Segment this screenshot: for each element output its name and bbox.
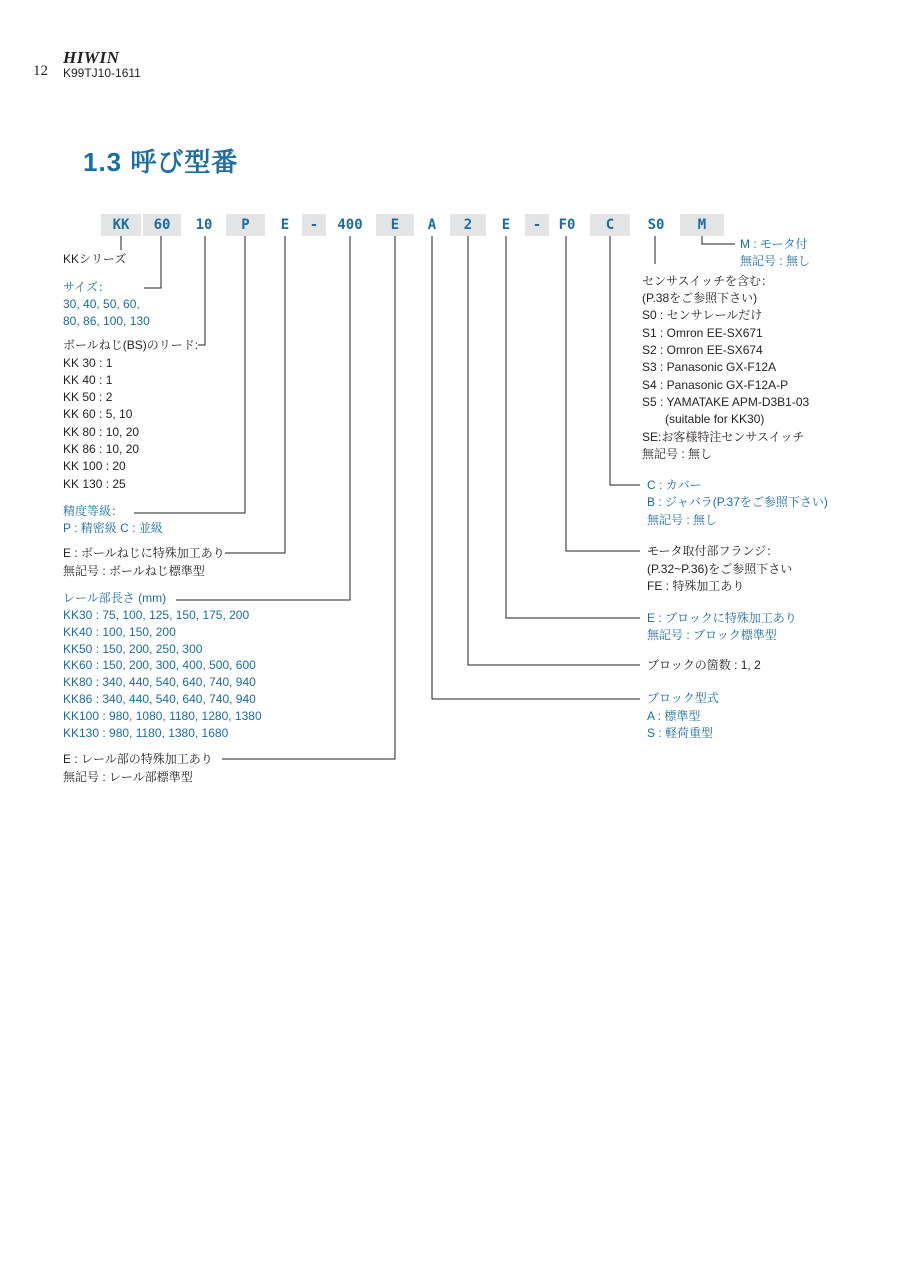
sensor-heading: センサスイッチを含む： [642,274,774,288]
sensor-item: SE:お客様特注センサスイッチ [642,430,805,444]
sensor-item: S0 : センサレールだけ [642,308,763,322]
code-bs-process: E [280,217,290,233]
sensor-item: S3 : Panasonic GX-F12A [642,360,777,374]
block-count-item: ブロックの箇数 : 1, 2 [647,658,761,672]
rail-length-item: KK130 : 980, 1180, 1380, 1680 [63,726,229,740]
code-motor: M [680,214,724,236]
lead-item: KK 130 : 25 [63,477,126,491]
cover-item: C : カバー [647,478,702,492]
code-flange: F0 [558,217,576,233]
rail-length-item: KK40 : 100, 150, 200 [63,625,176,639]
size-values: 80, 86, 100, 130 [63,314,150,328]
rail-length-item: KK30 : 75, 100, 125, 150, 175, 200 [63,608,250,622]
precision-heading: 精度等級： [63,504,124,518]
series-label: KKシリーズ [63,252,127,266]
flange-note: (P.32~P.36)をご参照下さい [647,562,793,576]
block-process-item: E : ブロックに特殊加工あり [647,611,797,625]
precision-values: P : 精密級 C : 並級 [63,521,163,535]
size-heading: サイズ： [63,280,111,294]
code-rail-length: 400 [337,217,363,233]
flange-item: FE : 特殊加工あり [647,579,745,593]
sensor-item: S5 : YAMATAKE APM-D3B1-03 [642,395,810,409]
code-dash-2: - [525,214,549,236]
cover-item: 無記号 : 無し [647,513,718,527]
code-sensor: S0 [647,217,665,233]
rail-length-item: KK50 : 150, 200, 250, 300 [63,642,203,656]
sensor-item: 無記号 : 無し [642,447,713,461]
block-type-item: A : 標準型 [647,709,701,723]
rail-length-heading: レール部長さ (mm) [63,591,167,605]
motor-item: 無記号 : 無し [740,254,811,268]
code-lead: 10 [195,217,213,233]
rail-process-item: 無記号 : レール部標準型 [63,770,193,784]
sensor-item: S2 : Omron EE-SX674 [642,343,763,357]
section-title: 1.3 呼び型番 [83,147,239,177]
lead-item: KK 80 : 10, 20 [63,425,140,439]
block-type-heading: ブロック型式 [647,691,719,705]
cover-item: B : ジャバラ(P.37をご参照下さい) [647,495,828,509]
code-size: 60 [143,214,181,236]
sensor-item: S1 : Omron EE-SX671 [642,326,763,340]
rail-length-item: KK80 : 340, 440, 540, 640, 740, 940 [63,675,256,689]
rail-length-item: KK60 : 150, 200, 300, 400, 500, 600 [63,658,256,672]
sensor-item: S4 : Panasonic GX-F12A-P [642,378,789,392]
lead-item: KK 30 : 1 [63,356,113,370]
block-process-item: 無記号 : ブロック標準型 [647,628,777,642]
motor-item: M : モータ付 [740,237,808,251]
bs-process-item: E : ボールねじに特殊加工あり [63,546,225,560]
size-values: 30, 40, 50, 60, [63,297,140,311]
code-precision: P [226,214,265,236]
brand-logo: HIWIN [63,48,120,67]
lead-heading: ボールねじ(BS)のリード: [63,338,199,352]
rail-length-item: KK86 : 340, 440, 540, 640, 740, 940 [63,692,256,706]
code-block-type: A [427,217,437,233]
code-dash-1: - [302,214,326,236]
sensor-item-note: (suitable for KK30) [665,412,765,426]
lead-item: KK 50 : 2 [63,390,113,404]
rail-length-item: KK100 : 980, 1080, 1180, 1280, 1380 [63,709,262,723]
block-type-item: S : 軽荷重型 [647,726,714,740]
lead-item: KK 100 : 20 [63,459,126,473]
flange-heading: モータ取付部フランジ： [647,544,779,558]
page-number: 12 [33,63,48,79]
lead-item: KK 60 : 5, 10 [63,407,133,421]
code-series: KK [101,214,141,236]
rail-process-item: E : レール部の特殊加工あり [63,752,213,766]
code-block-count: 2 [450,214,486,236]
document-code: K99TJ10-1611 [63,66,141,80]
code-rail-process: E [376,214,414,236]
lead-item: KK 40 : 1 [63,373,113,387]
sensor-note: (P.38をご参照下さい) [642,291,758,305]
code-block-process: E [501,217,511,233]
bs-process-item: 無記号 : ボールねじ標準型 [63,564,205,578]
code-cover: C [590,214,630,236]
lead-item: KK 86 : 10, 20 [63,442,140,456]
